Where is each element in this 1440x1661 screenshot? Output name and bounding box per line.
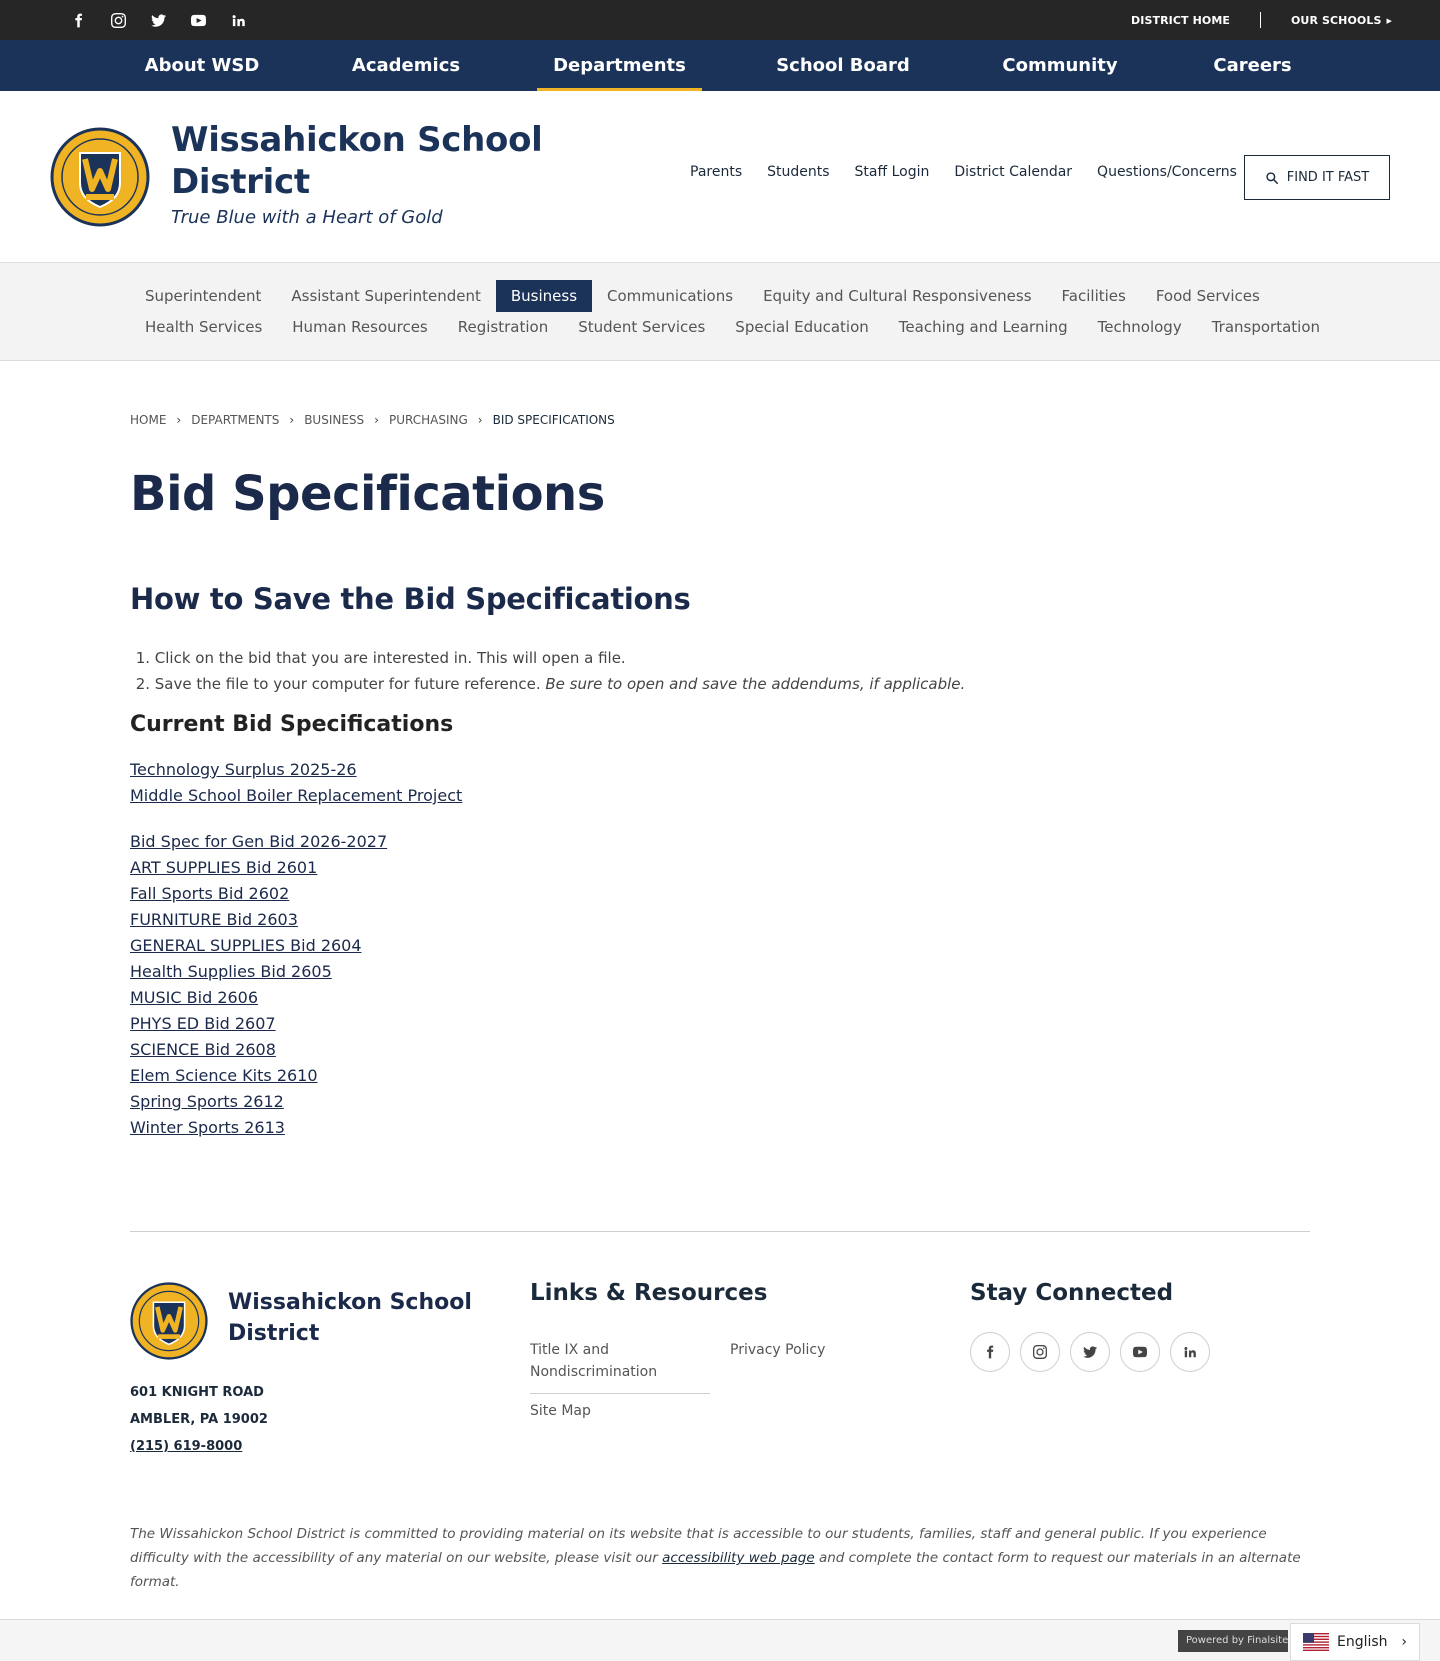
language-selector[interactable] [1290,1623,1420,1661]
chevron-right-icon: › [1401,1634,1407,1650]
list-item [130,645,965,671]
footer-link-title-ix[interactable]: Title IX and Nondiscrimination [530,1339,710,1394]
our-schools-label: OUR SCHOOLS [1290,13,1382,27]
nav-item-academics[interactable]: Academics [351,55,461,76]
header-quick-links [690,164,1237,180]
bid-link[interactable]: Middle School Boiler Replacement Project [130,786,463,805]
breadcrumb-business[interactable]: BUSINESS [304,413,365,427]
nav-item-about[interactable]: About WSD [144,55,260,76]
subnav-item-registration[interactable]: Registration [457,318,549,336]
subnav-item-student-services[interactable]: Student Services [578,318,706,336]
header-link-students[interactable]: Students [767,164,830,180]
chevron-right-icon: › [374,413,379,427]
bid-link[interactable]: Health Supplies Bid 2605 [130,962,332,981]
bid-link[interactable]: PHYS ED Bid 2607 [130,1014,276,1033]
subnav-item-special-education[interactable]: Special Education [735,318,869,336]
step-number: 1. [135,649,150,667]
district-home-link[interactable]: DISTRICT HOME [1131,13,1230,27]
how-to-heading: How to Save the Bid Specifications [130,582,691,616]
site-tagline: True Blue with a Heart of Gold [171,207,443,228]
header-link-staff-login[interactable]: Staff Login [854,164,930,180]
district-logo[interactable] [50,127,150,227]
step-text: Save the file to your computer for future reference. [154,675,546,693]
step-note: Be sure to open and save the addendums, if applicable. [545,675,966,693]
youtube-icon[interactable] [1120,1332,1160,1372]
chevron-right-icon: › [176,413,182,427]
instagram-icon[interactable] [1020,1332,1060,1372]
subnav-item-technology[interactable]: Technology [1097,318,1182,336]
bid-link[interactable]: Bid Spec for Gen Bid 2026-2027 [130,832,388,851]
instagram-icon[interactable] [98,0,138,40]
subnav-item-business[interactable]: Business [496,280,592,312]
bid-link[interactable]: Winter Sports 2613 [130,1118,285,1137]
footer-social-links [970,1332,1210,1372]
subnav-item-assistant-superintendent[interactable]: Assistant Superintendent [291,287,481,305]
subnav-row [130,280,1275,312]
powered-by-badge[interactable]: Powered by Finalsite [1178,1630,1288,1652]
footer-title: Wissahickon School District [228,1290,472,1346]
find-it-fast-button[interactable] [1244,155,1390,200]
bid-link[interactable]: SCIENCE Bid 2608 [130,1040,276,1059]
nav-item-departments[interactable]: Departments [537,40,702,91]
facebook-icon[interactable] [58,0,98,40]
subnav-item-human-resources[interactable]: Human Resources [292,318,428,336]
step-number: 2. [135,675,150,693]
linkedin-icon[interactable] [218,0,258,40]
bid-link[interactable]: Fall Sports Bid 2602 [130,884,290,903]
subnav-item-teaching-learning[interactable]: Teaching and Learning [898,318,1068,336]
bid-links-primary [130,757,462,809]
header-link-district-calendar[interactable]: District Calendar [954,164,1073,180]
bid-link[interactable]: Spring Sports 2612 [130,1092,284,1111]
utility-bar [0,0,1440,40]
caret-right-icon: ▶ [1386,16,1392,25]
us-flag-icon [1303,1633,1329,1651]
footer-link-privacy[interactable]: Privacy Policy [730,1342,826,1358]
instructions-list [130,645,965,697]
bid-link[interactable]: FURNITURE Bid 2603 [130,910,298,929]
linkedin-icon[interactable] [1170,1332,1210,1372]
bid-link[interactable]: MUSIC Bid 2606 [130,988,259,1007]
accessibility-statement [130,1522,1310,1594]
bid-link[interactable]: Elem Science Kits 2610 [130,1066,318,1085]
our-schools-dropdown[interactable] [1291,14,1392,27]
nav-item-community[interactable]: Community [1002,55,1118,76]
department-subnav [0,262,1440,361]
footer-link-sitemap[interactable]: Site Map [530,1403,591,1419]
list-item [130,671,965,697]
footer-logo[interactable] [130,1282,208,1360]
chevron-right-icon: › [477,413,483,427]
address-line: AMBLER, PA 19002 [130,1412,268,1427]
current-bids-heading: Current Bid Specifications [130,712,454,737]
subnav-item-equity[interactable]: Equity and Cultural Responsiveness [763,287,1032,305]
footer-divider [130,1231,1310,1232]
subnav-item-superintendent[interactable]: Superintendent [145,287,262,305]
twitter-icon[interactable] [1070,1332,1110,1372]
chevron-right-icon: › [289,413,295,427]
subnav-item-facilities[interactable]: Facilities [1061,287,1126,305]
page-title: Bid Specifications [130,466,605,522]
subnav-item-communications[interactable]: Communications [607,287,734,305]
breadcrumb-purchasing[interactable]: PURCHASING [388,413,468,427]
facebook-icon[interactable] [970,1332,1010,1372]
twitter-icon[interactable] [138,0,178,40]
nav-item-careers[interactable]: Careers [1213,55,1292,76]
main-navigation [0,40,1440,91]
bid-links-general [130,829,387,1141]
footer-address [130,1379,268,1460]
language-label: English [1337,1634,1388,1650]
phone-link[interactable]: (215) 619-8000 [130,1439,243,1454]
subnav-item-transportation[interactable]: Transportation [1211,318,1321,336]
step-text: Click on the bid that you are interested in. This will open a file. [154,649,626,667]
bid-link[interactable]: ART SUPPLIES Bid 2601 [130,858,318,877]
utility-divider [1260,12,1261,28]
find-it-fast-label: FIND IT FAST [1286,170,1370,185]
utility-links [1131,0,1392,40]
breadcrumb-departments[interactable]: DEPARTMENTS [191,413,280,427]
breadcrumb [130,413,615,427]
header-link-parents[interactable]: Parents [690,164,743,180]
disclaimer-text: and complete the contact form to request our materials in an alternate format. [130,1550,1301,1590]
bid-link[interactable]: GENERAL SUPPLIES Bid 2604 [130,936,362,955]
subnav-item-food-services[interactable]: Food Services [1155,287,1260,305]
links-resources-heading: Links & Resources [530,1280,768,1306]
breadcrumb-home[interactable]: HOME [130,413,167,427]
site-title[interactable]: Wissahickon School District [171,120,543,202]
address-line: 601 KNIGHT ROAD [130,1385,264,1400]
search-icon [1265,171,1279,185]
nav-item-school-board[interactable]: School Board [776,55,910,76]
header-link-questions[interactable]: Questions/Concerns [1097,164,1237,180]
subnav-row [130,311,1335,343]
stay-connected-heading: Stay Connected [970,1280,1174,1306]
social-links-top [58,0,258,40]
accessibility-page-link[interactable]: accessibility web page [662,1550,815,1566]
subnav-item-health-services[interactable]: Health Services [145,318,263,336]
breadcrumb-current: BID SPECIFICATIONS [492,413,615,427]
bid-link[interactable]: Technology Surplus 2025-26 [130,760,357,779]
youtube-icon[interactable] [178,0,218,40]
disclaimer-text: The Wissahickon School District is committed to providing material on its website that is accessible to our students, families, staff and general public. If you experience difficulty with the accessibility of any material on our website, please visit our [130,1526,1267,1566]
